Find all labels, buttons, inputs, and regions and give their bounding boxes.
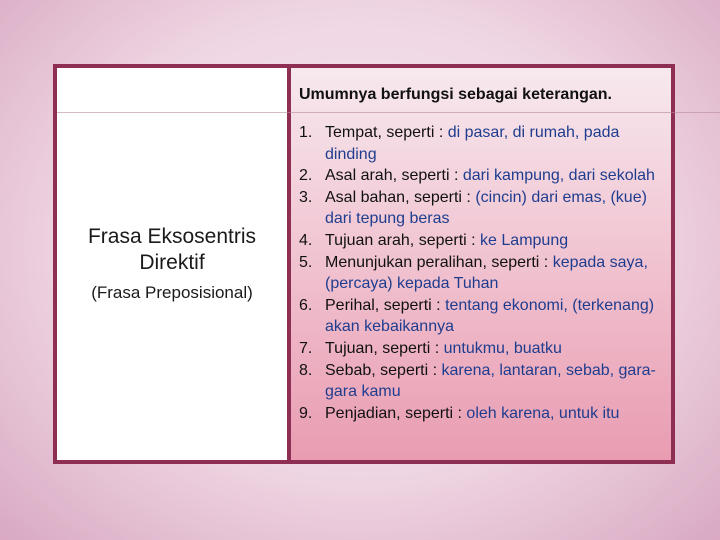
left-cell [57, 68, 287, 460]
item-example: oleh karena, untuk itu [466, 404, 620, 422]
item-label: Penjadian, seperti : [325, 404, 467, 422]
term-title-line2: Direktif [139, 251, 205, 274]
list-item [299, 230, 670, 252]
item-number: 4. [299, 231, 313, 249]
list-item [299, 187, 670, 230]
item-label: Menunjukan peralihan, seperti : [325, 253, 553, 271]
item-number: 6. [299, 296, 313, 314]
item-number: 8. [299, 361, 313, 379]
item-number: 3. [299, 188, 313, 206]
list-item [299, 165, 670, 187]
list-item [299, 122, 670, 165]
item-label: Sebab, seperti : [325, 361, 442, 379]
item-example: untukmu, buatku [443, 339, 562, 357]
item-example: dari kampung, dari sekolah [462, 167, 655, 185]
list-item [299, 295, 670, 338]
item-number: 9. [299, 404, 313, 422]
list-item [299, 252, 670, 295]
item-example: (cincin) dari emas, (kue) dari tepung beras [325, 188, 647, 228]
item-number: 1. [299, 124, 313, 141]
item-label: Tujuan, seperti : [325, 339, 444, 357]
item-number: 5. [299, 253, 313, 271]
right-cell [291, 68, 671, 460]
item-number: 2. [299, 167, 313, 185]
item-label: Tujuan arah, seperti : [325, 231, 481, 249]
term-subtitle: (Frasa Preposisional) [91, 283, 253, 302]
list-item [299, 338, 670, 360]
term-title-line1: Frasa Eksosentris [87, 225, 257, 248]
row-divider [57, 112, 720, 113]
item-label: Tempat, seperti : [325, 124, 448, 141]
item-label: Perihal, seperti : [325, 296, 446, 314]
item-example: tentang ekonomi, (terkenang) akan kebaikannya [325, 296, 655, 336]
table-frame [53, 64, 675, 464]
examples-list [299, 122, 670, 424]
function-header: Umumnya berfungsi sebagai keterangan. [299, 86, 612, 103]
item-number: 7. [299, 339, 313, 357]
item-label: Asal arah, seperti : [325, 167, 463, 185]
item-example: ke Lampung [480, 231, 569, 249]
item-example: di pasar, di rumah, pada dinding [325, 124, 620, 163]
item-example: karena, lantaran, sebab, gara-gara kamu [325, 361, 656, 401]
list-item [299, 360, 670, 403]
item-example: kepada saya, (percaya) kepada Tuhan [325, 253, 648, 293]
list-item [299, 403, 670, 425]
item-label: Asal bahan, seperti : [325, 188, 476, 206]
